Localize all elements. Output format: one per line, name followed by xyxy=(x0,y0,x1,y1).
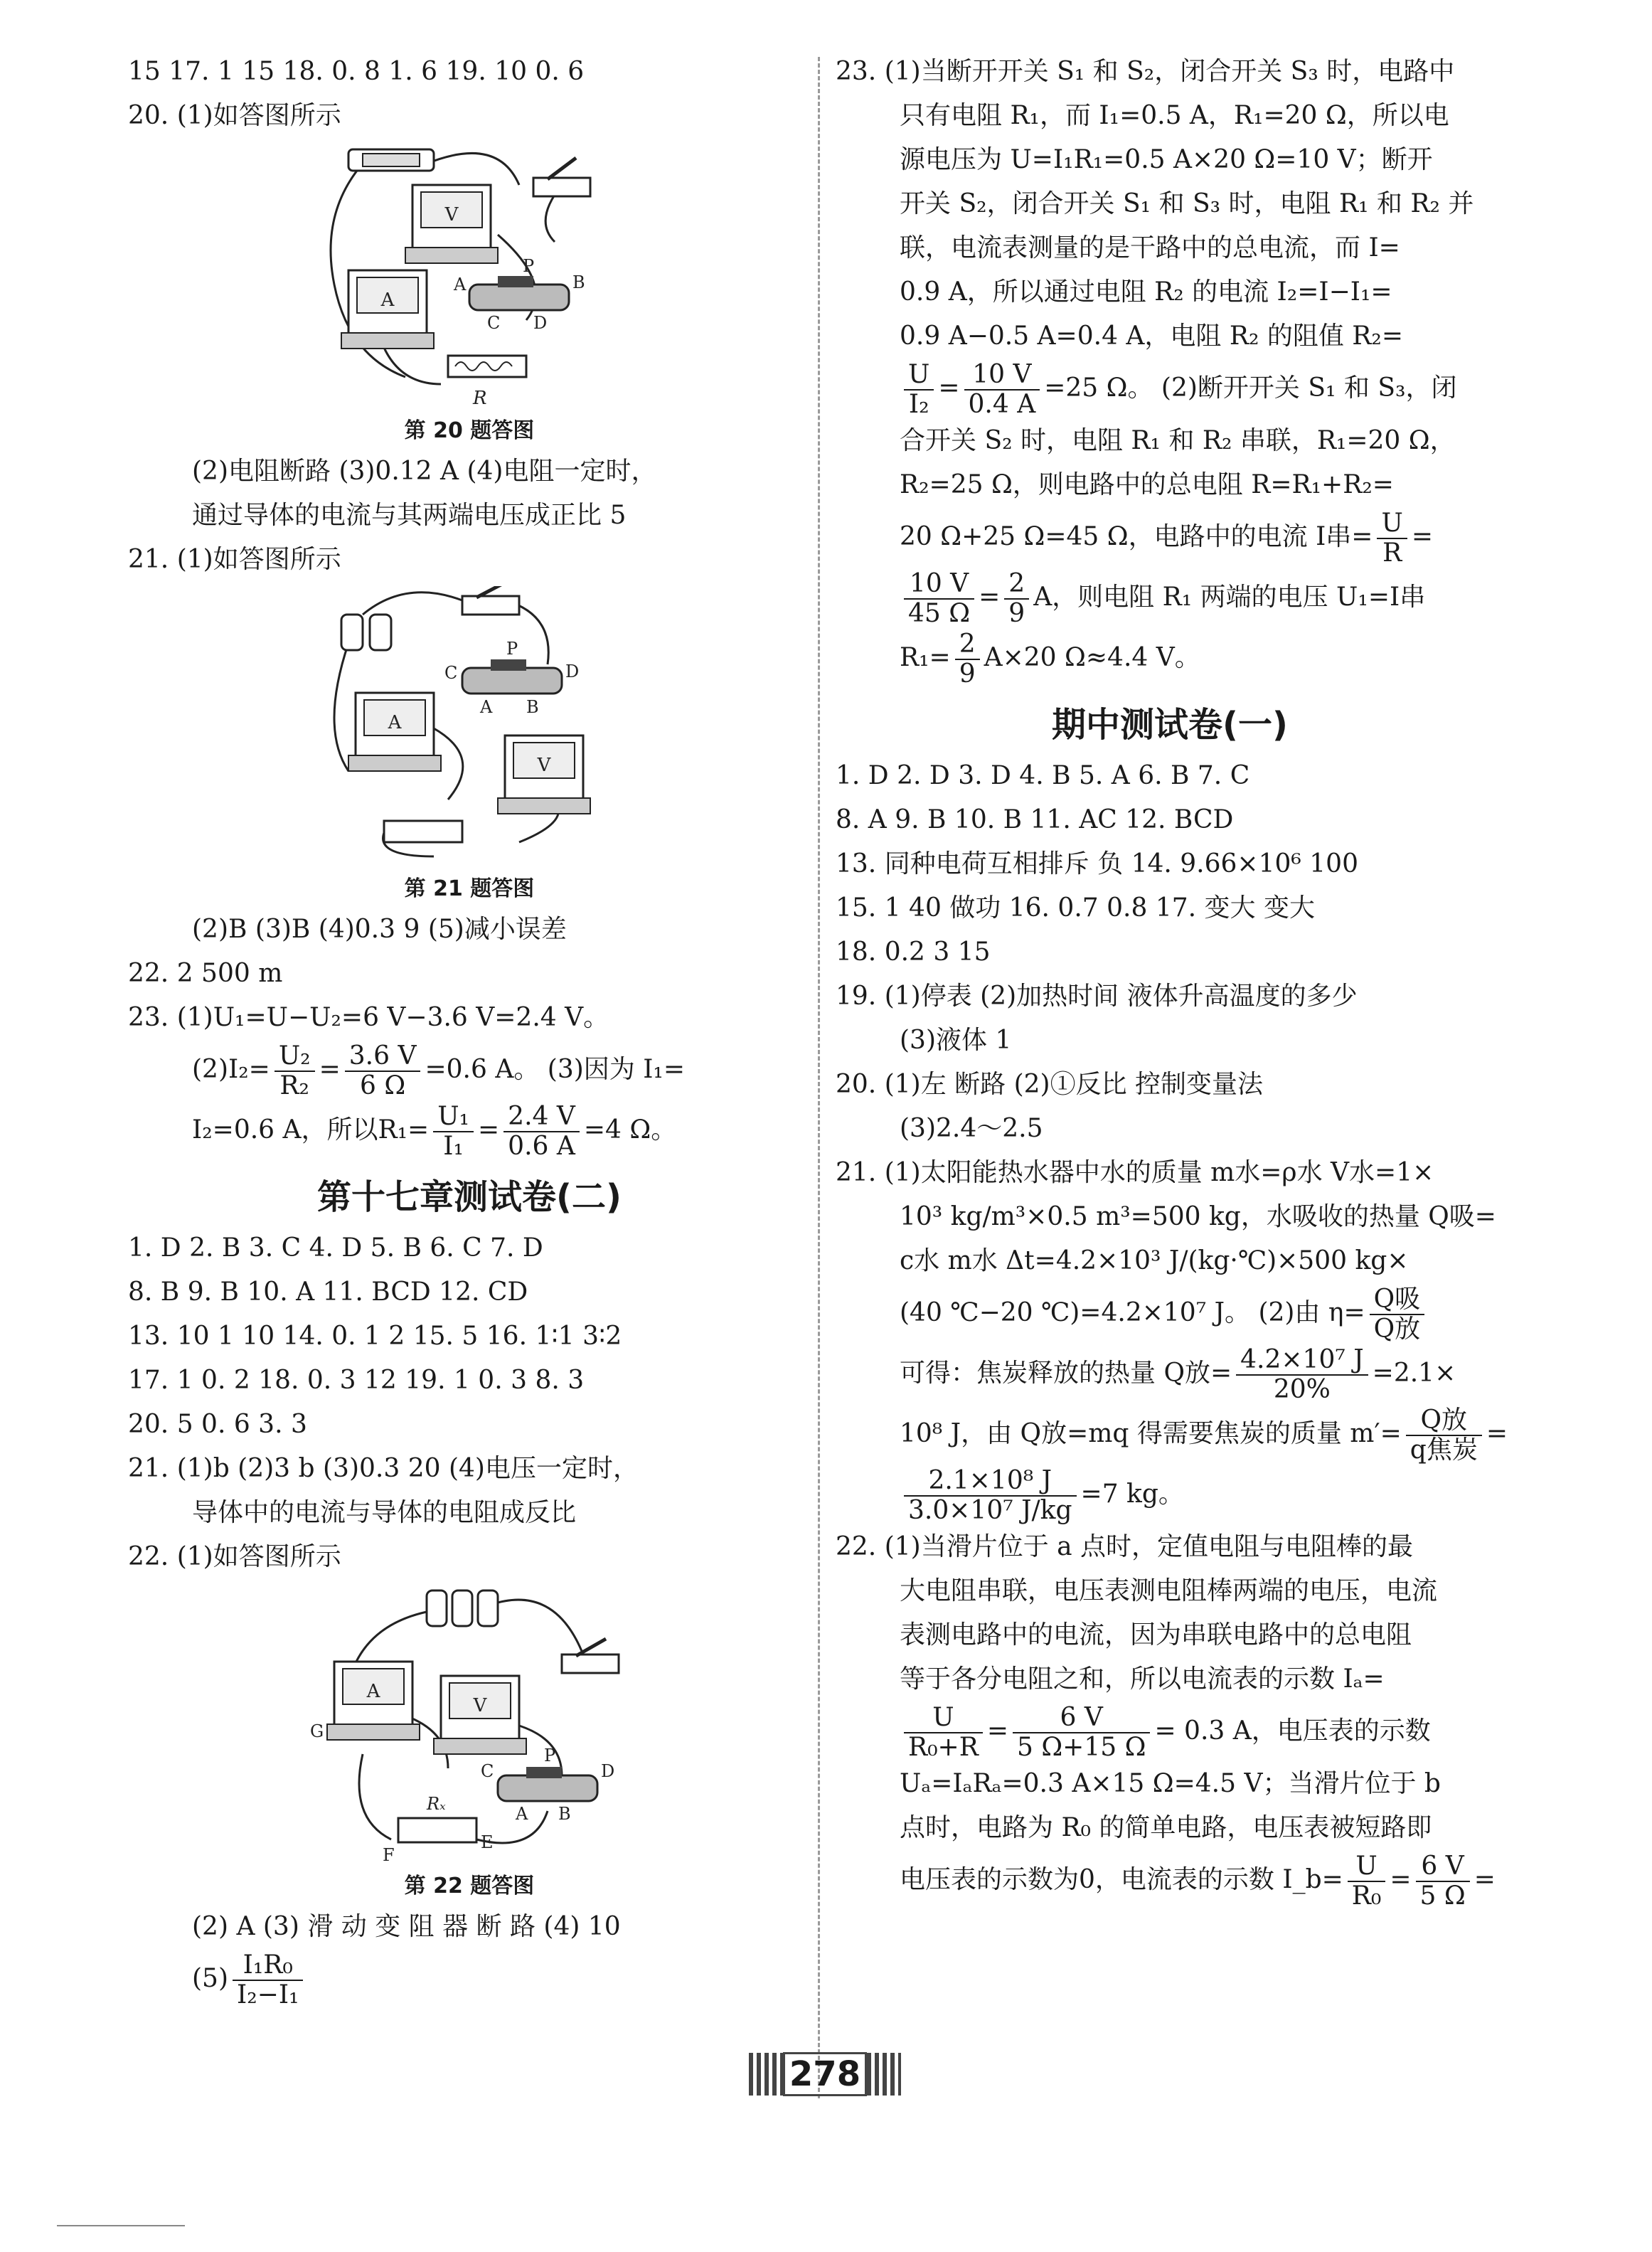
answer-line: 10⁸ J，由 Q放=mq 得需要焦炭的质量 m′= $\frac{\text{Q放}}{\text{q焦炭}}$ = xyxy=(900,1406,1508,1465)
answer-line: 1. D 2. D 3. D 4. B 5. A 6. B 7. C xyxy=(836,761,1250,790)
rheostat-icon xyxy=(444,639,579,717)
ammeter-icon xyxy=(348,693,441,771)
answer-line: 8. A 9. B 10. B 11. AC 12. BCD xyxy=(836,805,1234,834)
fraction: $\frac{\text{U₁}}{\text{I₁}}$ xyxy=(433,1103,474,1161)
answer-line: 13. 10 1 10 14. 0. 1 2 15. 5 16. 1∶1 3∶2 xyxy=(128,1322,622,1351)
svg-text:E: E xyxy=(481,1832,494,1852)
column-divider xyxy=(818,57,820,2098)
voltmeter-icon xyxy=(405,185,498,263)
fraction: $\frac{2.4 V}{0.6 A}$ xyxy=(503,1103,580,1161)
answer-line: 21. (1)如答图所示 xyxy=(128,545,341,574)
answer-line: 合开关 S₂ 时，电阻 R₁ 和 R₂ 串联，R₁=20 Ω， xyxy=(900,426,1456,455)
decor-bars-left xyxy=(749,2053,783,2096)
decor-bars-right xyxy=(867,2053,901,2096)
switch-icon xyxy=(562,1639,619,1673)
answer-line: 20. 5 0. 6 3. 3 xyxy=(128,1410,307,1439)
answer-line: 22. (1)当滑片位于 a 点时，定值电阻与电阻棒的最 xyxy=(836,1532,1414,1561)
figure-caption: 第 22 题答图 xyxy=(404,1874,535,1898)
answer-line: 21. (1)b (2)3 b (3)0.3 20 (4)电压一定时， xyxy=(128,1454,639,1483)
svg-text:V: V xyxy=(444,204,459,225)
answer-line: (2)电阻断路 (3)0.12 A (4)电阻一定时， xyxy=(192,457,657,486)
resistor-icon xyxy=(383,1794,494,1865)
figure-22 xyxy=(128,1583,811,1905)
answer-line: 21. (1)太阳能热水器中水的质量 m水=ρ水 V水=1× xyxy=(836,1158,1434,1187)
svg-text:V: V xyxy=(537,755,551,776)
ammeter-icon xyxy=(341,270,434,349)
answer-line: 22. (1)如答图所示 xyxy=(128,1542,341,1571)
answer-line: 等于各分电阻之和，所以电流表的示数 Iₐ= xyxy=(900,1664,1385,1694)
answer-line: 源电压为 U=I₁R₁=0.5 A×20 Ω=10 V；断开 xyxy=(900,145,1433,174)
figure-20 xyxy=(128,142,811,450)
answer-line: 10³ kg/m³×0.5 m³=500 kg，水吸收的热量 Q吸= xyxy=(900,1202,1496,1231)
svg-text:D: D xyxy=(601,1761,615,1781)
fraction: $\frac{U}{\text{I₂}}$ xyxy=(904,361,934,419)
answer-line: (2)I₂= $\frac{\text{U₂}}{\text{R₂}}$ = $\frac{3.6 V}{6 \Omega}$ =0.6 A。 (3)因为 I₁= xyxy=(192,1041,686,1100)
circuit-diagram-21 xyxy=(320,586,619,871)
answer-line: 19. (1)停表 (2)加热时间 液体升高温度的多少 xyxy=(836,982,1358,1011)
svg-text:C: C xyxy=(444,663,458,683)
fraction: $\frac{2}{9}$ xyxy=(1004,570,1029,628)
answer-line: 15 17. 1 15 18. 0. 8 1. 6 19. 10 0. 6 xyxy=(128,57,585,86)
svg-text:B: B xyxy=(558,1804,571,1824)
page-number-text: 278 xyxy=(783,2052,867,2096)
switch-icon xyxy=(462,586,519,615)
fraction: $\frac{\text{Q放}}{\text{q焦炭}}$ xyxy=(1406,1406,1482,1465)
section-title: 第十七章测试卷(二) xyxy=(317,1177,622,1217)
answer-line: 23. (1)当断开开关 S₁ 和 S₂，闭合开关 S₃ 时，电路中 xyxy=(836,57,1455,86)
svg-text:A: A xyxy=(516,1804,528,1824)
figure-caption: 第 21 题答图 xyxy=(404,876,535,901)
circuit-diagram-20 xyxy=(320,142,619,413)
svg-text:A: A xyxy=(366,1681,380,1702)
svg-text:D: D xyxy=(533,313,548,333)
fraction: $\frac{6 V}{5 \Omega+15 \Omega}$ xyxy=(1013,1704,1150,1762)
fraction: $\frac{\text{U₂}}{\text{R₂}}$ xyxy=(275,1042,315,1100)
battery-icon xyxy=(341,615,391,650)
fraction: $\frac{3.6 V}{6 \Omega}$ xyxy=(345,1042,421,1100)
rheostat-icon xyxy=(453,256,585,333)
svg-text:A: A xyxy=(388,712,402,733)
answer-line: (3)2.4～2.5 xyxy=(900,1114,1043,1143)
answer-line: $\frac{U}{\text{R₀+R}}$ = $\frac{6 V}{5 \Omega+15 \Omega}$ = 0.3 A，电压表的示数 xyxy=(836,1701,1504,1762)
svg-text:D: D xyxy=(565,662,580,681)
answer-line: 13. 同种电荷互相排斥 负 14. 9.66×10⁶ 100 xyxy=(836,849,1358,878)
svg-text:B: B xyxy=(526,697,539,717)
fraction: $\frac{\text{I₁R₀}}{\text{I₂−I₁}}$ xyxy=(233,1951,303,2009)
svg-text:A: A xyxy=(480,697,493,717)
svg-text:P: P xyxy=(544,1746,556,1765)
answer-line: R₂=25 Ω，则电路中的总电阻 R=R₁+R₂= xyxy=(900,470,1394,499)
answer-line: 大电阻串联，电压表测电阻棒两端的电压，电流 xyxy=(900,1576,1438,1605)
fraction: $\frac{6 V}{5 \Omega}$ xyxy=(1416,1852,1470,1911)
figure-caption: 第 20 题答图 xyxy=(404,418,535,443)
switch-icon xyxy=(533,158,590,196)
fraction: $\frac{\text{2.1×10⁸ J}}{\text{3.0×10⁷ J/kg}}$ xyxy=(904,1467,1077,1525)
voltmeter-icon xyxy=(498,735,590,814)
answer-line: 0.9 A−0.5 A=0.4 A，电阻 R₂ 的阻值 R₂= xyxy=(900,322,1403,351)
fraction: $\frac{2}{9}$ xyxy=(955,630,980,689)
fraction: $\frac{U}{\text{R₀+R}}$ xyxy=(904,1704,983,1762)
answer-line: 开关 S₂，闭合开关 S₁ 和 S₃ 时，电阻 R₁ 和 R₂ 并 xyxy=(900,189,1474,218)
figure-21 xyxy=(128,586,811,908)
fraction: $\frac{10 V}{0.4 A}$ xyxy=(964,361,1040,419)
answer-line: 23. (1)U₁=U−U₂=6 V−3.6 V=2.4 V。 xyxy=(128,1003,609,1032)
svg-text:R: R xyxy=(473,388,487,409)
svg-text:P: P xyxy=(523,256,535,276)
answer-line: 8. B 9. B 10. A 11. BCD 12. CD xyxy=(128,1278,528,1307)
answer-line: 可得：焦炭释放的热量 Q放= $\frac{\text{4.2×10⁷ J}}{20\%}$ =2.1× xyxy=(900,1345,1456,1404)
answer-line: Uₐ=IₐRₐ=0.3 A×15 Ω=4.5 V；当滑片位于 b xyxy=(900,1769,1441,1798)
answer-line: 只有电阻 R₁，而 I₁=0.5 A，R₁=20 Ω，所以电 xyxy=(900,101,1449,130)
answer-line: $\frac{\text{2.1×10⁸ J}}{\text{3.0×10⁷ J/kg}}$ =7 kg。 xyxy=(836,1465,1504,1525)
answer-line: 20. (1)如答图所示 xyxy=(128,101,341,130)
answer-line: c水 m水 Δt=4.2×10³ J/(kg·℃)×500 kg× xyxy=(900,1246,1409,1275)
svg-text:Rₓ: Rₓ xyxy=(427,1794,446,1814)
fraction: $\frac{\text{Q吸}}{\text{Q放}}$ xyxy=(1370,1285,1425,1344)
right-column xyxy=(836,50,1508,1911)
svg-text:A: A xyxy=(454,275,467,294)
fraction: $\frac{U}{\text{R₀}}$ xyxy=(1348,1852,1386,1911)
left-column xyxy=(128,50,811,2009)
answer-line: 15. 1 40 做功 16. 0.7 0.8 17. 变大 变大 xyxy=(836,893,1315,923)
svg-text:V: V xyxy=(473,1695,487,1716)
answer-line: 表测电路中的电流，因为串联电路中的总电阻 xyxy=(900,1620,1412,1650)
fraction: $\frac{U}{R}$ xyxy=(1377,509,1407,568)
answer-line: 联，电流表测量的是干路中的总电流，而 I= xyxy=(900,233,1400,262)
resistor-icon xyxy=(448,356,526,409)
answer-line: (40 ℃−20 ℃)=4.2×10⁷ J。 (2)由 η= $\frac{\text{Q吸}}{\text{Q放}}$ xyxy=(836,1283,1504,1344)
answer-line: $\frac{10 V}{45 \Omega}$ = $\frac{2}{9}$ A，则电阻 R₁ 两端的电压 U₁=I串 xyxy=(836,568,1504,628)
svg-text:C: C xyxy=(481,1761,494,1781)
svg-text:A: A xyxy=(380,290,395,311)
answer-line: $\frac{U}{\text{I₂}}$ = $\frac{10 V}{0.4 A}$ =25 Ω。 (2)断开开关 S₁ 和 S₃，闭 xyxy=(836,358,1504,419)
answer-line: 22. 2 500 m xyxy=(128,959,283,988)
svg-text:P: P xyxy=(506,639,518,659)
answer-line: 通过导体的电流与其两端电压成正比 5 xyxy=(192,501,627,530)
answer-line: 18. 0.2 3 15 xyxy=(836,938,991,967)
answer-line: 0.9 A，所以通过电阻 R₂ 的电流 I₂=I−I₁= xyxy=(900,277,1392,307)
answer-line: 20. (1)左 断路 (2)①反比 控制变量法 xyxy=(836,1070,1264,1099)
answer-line: 导体中的电流与导体的电阻成反比 xyxy=(192,1498,577,1527)
answer-line: (2)B (3)B (4)0.3 9 (5)减小误差 xyxy=(192,915,567,944)
ammeter-icon xyxy=(310,1662,420,1741)
fraction: $\frac{10 V}{45 \Omega}$ xyxy=(904,570,974,628)
answer-line: 点时，电路为 R₀ 的简单电路，电压表被短路即 xyxy=(900,1813,1432,1842)
page-number xyxy=(747,2052,903,2106)
fraction: $\frac{\text{4.2×10⁷ J}}{20\%}$ xyxy=(1236,1346,1368,1404)
svg-text:C: C xyxy=(487,313,501,333)
circuit-diagram-22 xyxy=(306,1583,633,1868)
svg-text:G: G xyxy=(310,1721,324,1741)
svg-text:F: F xyxy=(383,1845,395,1865)
footer-rule xyxy=(57,2225,185,2226)
answer-line: I₂=0.6 A，所以R₁= $\frac{\text{U₁}}{\text{I₁}}$ = $\frac{2.4 V}{0.6 A}$ =4 Ω。 xyxy=(192,1102,677,1161)
answer-line: (2) A (3) 滑 动 变 阻 器 断 路 (4) 10 xyxy=(192,1912,621,1941)
section-title: 期中测试卷(一) xyxy=(1052,705,1288,745)
answer-line: R₁= $\frac{2}{9}$ A×20 Ω≈4.4 V。 xyxy=(900,630,1200,689)
answer-line: 1. D 2. B 3. C 4. D 5. B 6. C 7. D xyxy=(128,1233,543,1263)
answer-line: 20 Ω+25 Ω=45 Ω，电路中的电流 I串= $\frac{U}{R}$ = xyxy=(900,509,1433,568)
resistor-icon xyxy=(384,821,462,842)
answer-line: 17. 1 0. 2 18. 0. 3 12 19. 1 0. 3 8. 3 xyxy=(128,1366,585,1395)
answer-line: (5) $\frac{\text{I₁R₀}}{\text{I₂−I₁}}$ xyxy=(128,1949,811,2009)
answer-line: 电压表的示数为0，电流表的示数 I_b= $\frac{U}{\text{R₀}}$ = $\frac{6 V}{5 \Omega}$ = xyxy=(900,1852,1496,1911)
svg-text:B: B xyxy=(572,272,585,292)
voltmeter-icon xyxy=(434,1676,526,1754)
answer-line: (3)液体 1 xyxy=(900,1026,1012,1055)
battery-icon xyxy=(427,1590,498,1626)
